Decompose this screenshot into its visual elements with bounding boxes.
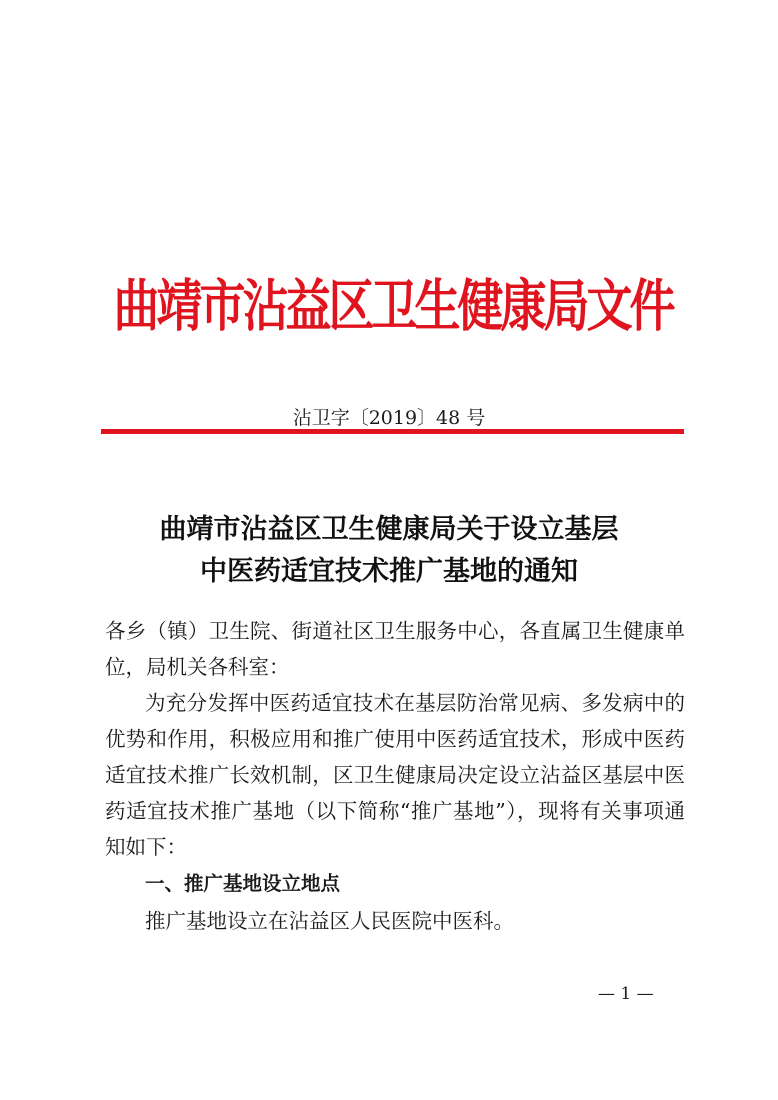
- notice-title-line-1: 曲靖市沾益区卫生健康局关于设立基层: [159, 514, 619, 545]
- notice-title-line-2: 中医药适宜技术推广基地的通知: [200, 556, 578, 587]
- addressee-line-1: 各乡（镇）卫生院、街道社区卫生服务中心，各直属卫生健康单: [105, 619, 685, 643]
- paragraph-1-line-1: 为充分发挥中医药适宜技术在基层防治常见病、多发病中的: [145, 691, 685, 715]
- issuing-authority-header: 曲靖市沾益区卫生健康局文件: [113, 272, 673, 339]
- section-1-heading: 一、推广基地设立地点: [145, 872, 341, 895]
- page-number: — 1 —: [598, 984, 654, 1004]
- addressee-line-2: 位，局机关各科室：: [105, 655, 290, 679]
- paragraph-1-line-4: 药适宜技术推广基地（以下简称“推广基地”），现将有关事项通: [105, 799, 685, 823]
- red-separator-line: [101, 429, 684, 434]
- paragraph-1-line-3: 适宜技术推广长效机制，区卫生健康局决定设立沾益区基层中医: [105, 763, 685, 787]
- paragraph-1-line-2: 优势和作用，积极应用和推广使用中医药适宜技术，形成中医药: [105, 727, 685, 751]
- section-1-text: 推广基地设立在沾益区人民医院中医科。: [145, 909, 514, 933]
- document-number: 沾卫字〔2019〕48 号: [292, 407, 486, 429]
- paragraph-1-line-5: 知如下：: [105, 835, 187, 859]
